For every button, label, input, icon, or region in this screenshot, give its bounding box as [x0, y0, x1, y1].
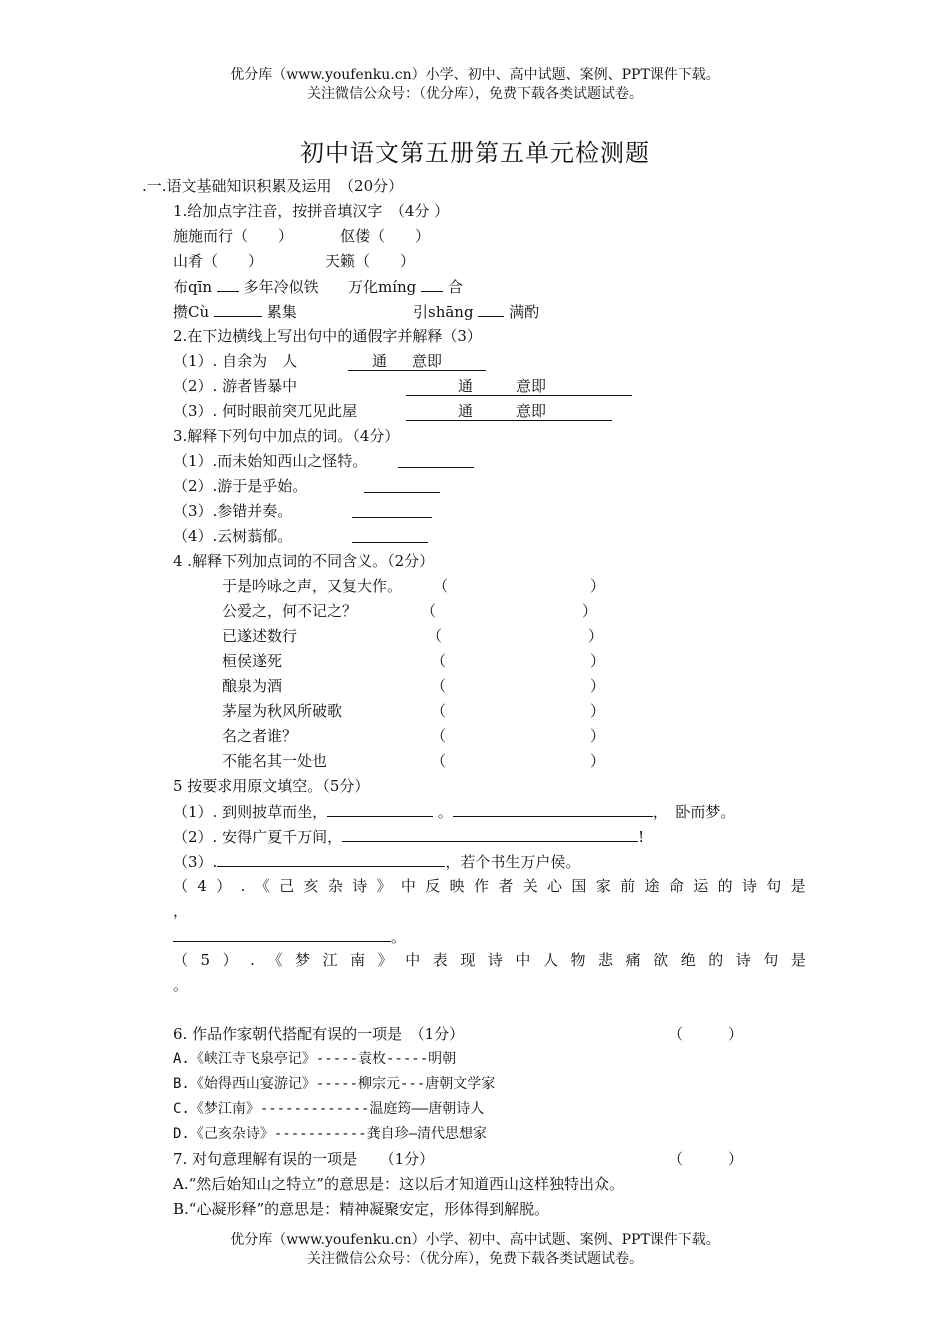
q5-item-4-char: 家: [595, 877, 611, 895]
q4-paren-close-1: ）: [590, 577, 606, 595]
q5-1-text-b: 。: [437, 803, 453, 821]
q5-item-5-char: 句: [763, 951, 779, 969]
q5-item-4-char: 命: [668, 877, 684, 895]
q5-item-4-char: 关: [522, 877, 538, 895]
q5-item-4-char: 诗: [741, 877, 757, 895]
q5-item-5-char: 诗: [735, 951, 751, 969]
q5-item-4-char: 4: [197, 877, 207, 895]
q5-item-5-char: 是: [790, 951, 806, 969]
q4-paren-close-8: ）: [590, 752, 606, 770]
q5-item-2: [173, 826, 644, 847]
q5-1-text-c: ， 卧而梦。: [652, 803, 736, 821]
q5-3-blank[interactable]: [217, 851, 445, 867]
q3-item-3: （3）.参错并奏。: [173, 502, 293, 520]
q5-item-5-char: 5: [200, 951, 211, 969]
q5-item-5-char: 江: [322, 951, 338, 969]
q1-title: 1.给加点字注音，按拼音填汉字 （4分 ）: [173, 202, 450, 220]
q1-g-blank[interactable]: [214, 301, 262, 317]
q5-item-5-char: 现: [460, 951, 476, 969]
q5-item-5-char: 人: [542, 951, 558, 969]
q5-item-5-char: 表: [432, 951, 448, 969]
q5-item-4-char: .: [240, 877, 246, 895]
q1-item-d: 天籁（ ）: [325, 252, 416, 270]
q4-paren-open-8: （: [431, 752, 447, 770]
q5-item-5-char: .: [250, 951, 255, 969]
q5-item-4-char: 诗: [352, 877, 368, 895]
q5-item-4-char: 中: [400, 877, 416, 895]
q3-item-4-blank[interactable]: [352, 526, 428, 543]
q1-item-h: [413, 301, 539, 322]
q4-item-4: 桓侯遂死: [222, 652, 283, 670]
q2-2-yiji: 意即: [516, 377, 547, 395]
q4-item-1: 于是吟咏之声，又复大作。: [222, 577, 403, 595]
header-line-2: 关注微信公众号：（优分库），免费下载各类试题试卷。: [307, 86, 643, 102]
q5-item-5-char: （: [173, 951, 189, 969]
q5-item-5-char: 的: [708, 951, 724, 969]
q5-item-5-end: 。: [173, 976, 189, 994]
q4-item-8: 不能名其一处也: [222, 752, 328, 770]
q1-g-suffix: 累集: [266, 303, 297, 321]
q7-answer-paren[interactable]: （ ）: [668, 1150, 744, 1168]
q5-item-4: [173, 876, 806, 896]
q6-title: 6. 作品作家朝代搭配有误的一项是 （1分）: [173, 1025, 465, 1043]
q1-item-e: [173, 276, 319, 297]
header-line-1: 优分库（www.youfenku.cn）小学、初中、高中试题、案例、PPT课件下载。: [230, 67, 720, 83]
q3-title: 3.解释下列句中加点的词。（4分）: [173, 427, 400, 445]
q5-item-4-char: 是: [790, 877, 806, 895]
q4-item-5: 酿泉为酒: [222, 677, 283, 695]
page-title: 初中语文第五册第五单元检测题: [300, 139, 650, 167]
q7-option-b: B.“心凝形释”的意思是：精神凝聚安定，形体得到解脱。: [173, 1200, 550, 1218]
q5-item-4-char: 途: [644, 877, 660, 895]
q3-item-1-blank[interactable]: [398, 451, 474, 468]
q7-title: 7. 对句意理解有误的一项是 （1分）: [173, 1150, 435, 1168]
q4-paren-close-3: ）: [588, 627, 604, 645]
q5-item-5-char: 欲: [653, 951, 669, 969]
q1-h-suffix: 满酌: [509, 303, 540, 321]
q4-title: 4 .解释下列加点词的不同含义。（2分）: [173, 552, 435, 570]
q5-item-5-char: 痛: [625, 951, 641, 969]
q5-item-4-char: 运: [693, 877, 709, 895]
q5-item-4-char: （: [173, 877, 189, 895]
q6-option-d: D.《己亥杂诗》-----------龚自珍—清代思想家: [173, 1126, 488, 1142]
q4-item-2: 公爱之，何不记之？: [222, 602, 358, 620]
q5-item-5-char: 梦: [295, 951, 311, 969]
q1-f-suffix: 合: [447, 278, 463, 296]
q2-item-2: （2）. 游者皆暴中: [173, 377, 298, 395]
q4-item-3: 已遂述数行: [222, 627, 298, 645]
q5-item-4-char: 己: [279, 877, 295, 895]
q3-item-2-blank[interactable]: [364, 476, 440, 493]
q1-e-prefix: 布qīn: [173, 278, 213, 296]
q4-paren-open-1: （: [433, 577, 449, 595]
q5-item-4-comma: ，: [173, 902, 189, 920]
q1-h-prefix: 引shāng: [413, 303, 474, 321]
q2-2-tong: 通: [458, 377, 474, 395]
q3-item-1-text: （1）.而未始知西山之怪特。: [173, 452, 368, 470]
q3-item-4: （4）.云树蓊郁。: [173, 527, 293, 545]
q2-item-3: （3）. 何时眼前突兀见此屋: [173, 402, 358, 420]
q3-item-3-blank[interactable]: [352, 501, 432, 518]
q5-3-text-b: ，若个书生万户侯。: [445, 853, 581, 871]
q2-1-tong: 通: [372, 352, 388, 370]
q2-title: 2.在下边横线上写出句中的通假字并解释（3）: [173, 327, 482, 345]
q5-item-5-char: 诗: [487, 951, 503, 969]
q5-2-text-a: （2）. 安得广夏千万间，: [173, 828, 343, 846]
q5-2-blank[interactable]: [342, 826, 638, 842]
q5-3-text-a: （3）.: [173, 853, 218, 871]
q4-paren-open-2: （: [421, 602, 437, 620]
footer-line-1: 优分库（www.youfenku.cn）小学、初中、高中试题、案例、PPT课件下载。: [230, 1232, 720, 1248]
q6-option-a: A.《峡江寺飞泉亭记》-----袁枚-----明朝: [173, 1051, 457, 1067]
q5-4-blank[interactable]: [173, 926, 391, 942]
q4-paren-close-4: ）: [590, 652, 606, 670]
q1-h-blank[interactable]: [478, 301, 504, 317]
q5-item-4-char: ）: [216, 877, 232, 895]
q5-item-4-char: 前: [620, 877, 636, 895]
q5-item-4-char: 亥: [303, 877, 319, 895]
q5-item-5-char: 物: [570, 951, 586, 969]
q1-f-prefix: 万化míng: [348, 278, 417, 296]
q4-paren-open-3: （: [427, 627, 443, 645]
q5-item-1: [173, 801, 735, 822]
section-1-heading: .一.语文基础知识积累及运用 （20分）: [142, 177, 404, 195]
q5-item-4-char: 句: [766, 877, 782, 895]
q5-item-4-char: 杂: [327, 877, 343, 895]
q5-1-text-a: （1）. 到则披草而坐，: [173, 803, 328, 821]
q6-option-b: B.《始得西山宴游记》-----柳宗元---唐朝文学家: [173, 1076, 496, 1092]
q5-item-5-char: 》: [377, 951, 393, 969]
q5-item-3: [173, 851, 580, 872]
q3-item-2: （2）.游于是乎始。: [173, 477, 308, 495]
q5-item-5-char: ）: [222, 951, 238, 969]
q4-item-6: 茅屋为秋风所破歌: [222, 702, 343, 720]
q6-option-c: C.《梦江南》-------------温庭筠——唐朝诗人: [173, 1101, 485, 1117]
q5-4-end: 。: [391, 928, 407, 946]
q5-item-4-char: 《: [254, 877, 270, 895]
q4-paren-close-2: ）: [582, 602, 598, 620]
q5-item-5-char: 中: [405, 951, 421, 969]
q5-item-5-char: 悲: [598, 951, 614, 969]
q3-item-1: [173, 451, 367, 471]
q6-answer-paren[interactable]: （ ）: [668, 1025, 744, 1043]
q4-paren-open-7: （: [431, 727, 447, 745]
q5-item-5-char: 南: [350, 951, 366, 969]
q5-2-text-b: !: [638, 828, 645, 846]
q1-f-blank[interactable]: [421, 276, 443, 292]
q5-item-5: [173, 950, 806, 970]
q5-item-5-char: 绝: [680, 951, 696, 969]
q2-1-yiji: 意即: [412, 352, 443, 370]
q5-title: 5 按要求用原文填空。（5分）: [173, 777, 370, 795]
q7-option-a: A.“然后始知山之特立”的意思是：这以后才知道西山这样独特出众。: [173, 1175, 624, 1193]
q1-item-f: [348, 276, 463, 297]
q5-item-4-char: 国: [571, 877, 587, 895]
q4-paren-close-6: ）: [590, 702, 606, 720]
q4-paren-close-7: ）: [590, 727, 606, 745]
q2-3-yiji: 意即: [516, 402, 547, 420]
q4-paren-open-4: （: [431, 652, 447, 670]
q5-item-4-char: 》: [376, 877, 392, 895]
q4-paren-open-6: （: [431, 702, 447, 720]
q5-item-4-char: 心: [547, 877, 563, 895]
q5-1-blank-a[interactable]: [327, 801, 433, 817]
q5-1-blank-b[interactable]: [453, 801, 653, 817]
q1-item-a: 施施而行（ ）: [173, 227, 294, 245]
q4-paren-open-5: （: [431, 677, 447, 695]
q4-paren-close-5: ）: [590, 677, 606, 695]
footer-line-2: 关注微信公众号：（优分库），免费下载各类试题试卷。: [307, 1251, 643, 1267]
q1-g-prefix: 攒Cù: [173, 303, 210, 321]
q5-item-4-char: 反: [425, 877, 441, 895]
q5-item-4-char: 的: [717, 877, 733, 895]
q5-item-4-char: 映: [449, 877, 465, 895]
q5-item-4-char: 者: [498, 877, 514, 895]
q1-e-suffix: 多年冷似铁: [243, 278, 319, 296]
q5-item-5-char: 《: [267, 951, 283, 969]
q1-e-blank[interactable]: [217, 276, 239, 292]
q4-item-7: 名之者谁？: [222, 727, 298, 745]
q1-item-c: 山肴（ ）: [173, 252, 264, 270]
q5-item-4-answer: [173, 926, 406, 947]
q2-item-1: （1）. 自余为 人: [173, 352, 298, 370]
q2-3-tong: 通: [458, 402, 474, 420]
q5-item-5-char: 中: [515, 951, 531, 969]
q5-item-4-char: 作: [473, 877, 489, 895]
q1-item-g: [173, 301, 297, 322]
q1-item-b: 伛偻（ ）: [340, 227, 431, 245]
